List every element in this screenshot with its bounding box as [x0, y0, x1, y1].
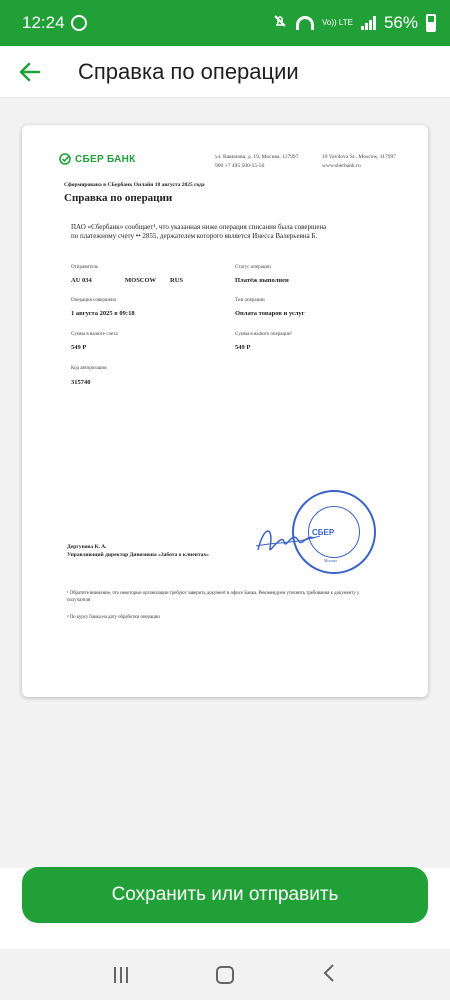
home-icon[interactable]	[216, 966, 234, 984]
status-value: Платёж выполнен	[235, 277, 289, 284]
sender-label: Отправитель	[71, 265, 99, 270]
auth-label: Код авторизации	[71, 366, 107, 371]
status-time: 12:24	[22, 13, 65, 32]
status-label: Статус операции	[235, 265, 271, 270]
battery-icon	[426, 14, 436, 32]
app-bar	[0, 46, 450, 98]
document-page	[22, 125, 428, 697]
wifi-icon	[296, 16, 314, 30]
status-icons	[272, 13, 436, 34]
type-value: Оплата товаров и услуг	[235, 310, 305, 317]
mute-icon	[272, 13, 288, 34]
sber-logo	[59, 153, 136, 165]
auth-value: 315740	[71, 379, 91, 386]
signer-title: Управляющий директор Дивизиона «Забота о клиентах»	[67, 552, 209, 558]
save-or-send-button[interactable]: Сохранить или отправить	[22, 867, 428, 923]
formed-line: Сформирована в СБербанк Онлайн 18 августа 2025 года	[64, 182, 205, 188]
type-label: Тип операции	[235, 298, 265, 303]
back-chevron-icon[interactable]	[322, 963, 336, 987]
signer-block	[67, 543, 209, 559]
address-en-line2: www.sberbank.ru	[322, 163, 361, 169]
document-viewer[interactable]	[0, 98, 450, 868]
sender-value-2: MOSCOW	[125, 277, 157, 284]
intro-text: ПАО «Сбербанк» сообщает¹, что указанная ниже операция списания была совершена по платежному счету •• 2855, держателем которого является Инесса Валерьевна Б.	[71, 223, 327, 240]
logo-text: СБЕР БАНК	[75, 153, 136, 165]
amount-account-label: Сумма в валюте счета	[71, 332, 118, 337]
lte-label: Vo)) LTE	[321, 18, 353, 27]
sender-value-3: RUS	[170, 277, 184, 284]
address-ru-line1: ул. Вавилова, д. 19, Москва, 117997	[215, 154, 299, 160]
signal-icon	[361, 16, 376, 30]
address-ru	[215, 153, 298, 171]
footnotes	[67, 590, 367, 631]
stamp-brand: СБЕР	[312, 528, 335, 537]
back-button[interactable]	[0, 46, 60, 98]
sender-value-1: AU 034	[71, 277, 92, 284]
recents-icon[interactable]	[114, 967, 128, 983]
status-bar	[0, 0, 450, 46]
amount-op-value: 549 Р	[235, 344, 251, 351]
document-heading: Справка по операции	[64, 192, 173, 204]
whatsapp-icon	[71, 15, 87, 31]
footnote-2: ² По курсу банка на дату обработки операции	[67, 615, 160, 620]
arrow-left-icon	[19, 61, 41, 83]
date-label: Операция совершена	[71, 298, 116, 303]
address-en-line1: 19 Vavilova St., Moscow, 117997	[322, 154, 397, 160]
amount-op-label: Сумма в валюте операции²	[235, 332, 293, 337]
address-en	[322, 153, 396, 171]
address-ru-line2: 900 +7 495 500-55-50	[215, 163, 265, 169]
footnote-1: ¹ Обратите внимание, что некоторые организации требуют заверить документ в офисе Банка. Рекомендуем уточнить требования к документу у получателя	[67, 591, 360, 603]
date-value: 1 августа 2025 в 09:18	[71, 310, 135, 317]
battery-percent: 56%	[383, 13, 418, 32]
page-title: Справка по операции	[78, 58, 299, 84]
amount-account-value: 549 Р	[71, 344, 87, 351]
system-nav-bar	[0, 949, 450, 1000]
company-stamp	[292, 490, 376, 574]
signer-name: Дергунова К. А.	[67, 544, 107, 550]
stamp-city: Москва	[324, 558, 337, 563]
